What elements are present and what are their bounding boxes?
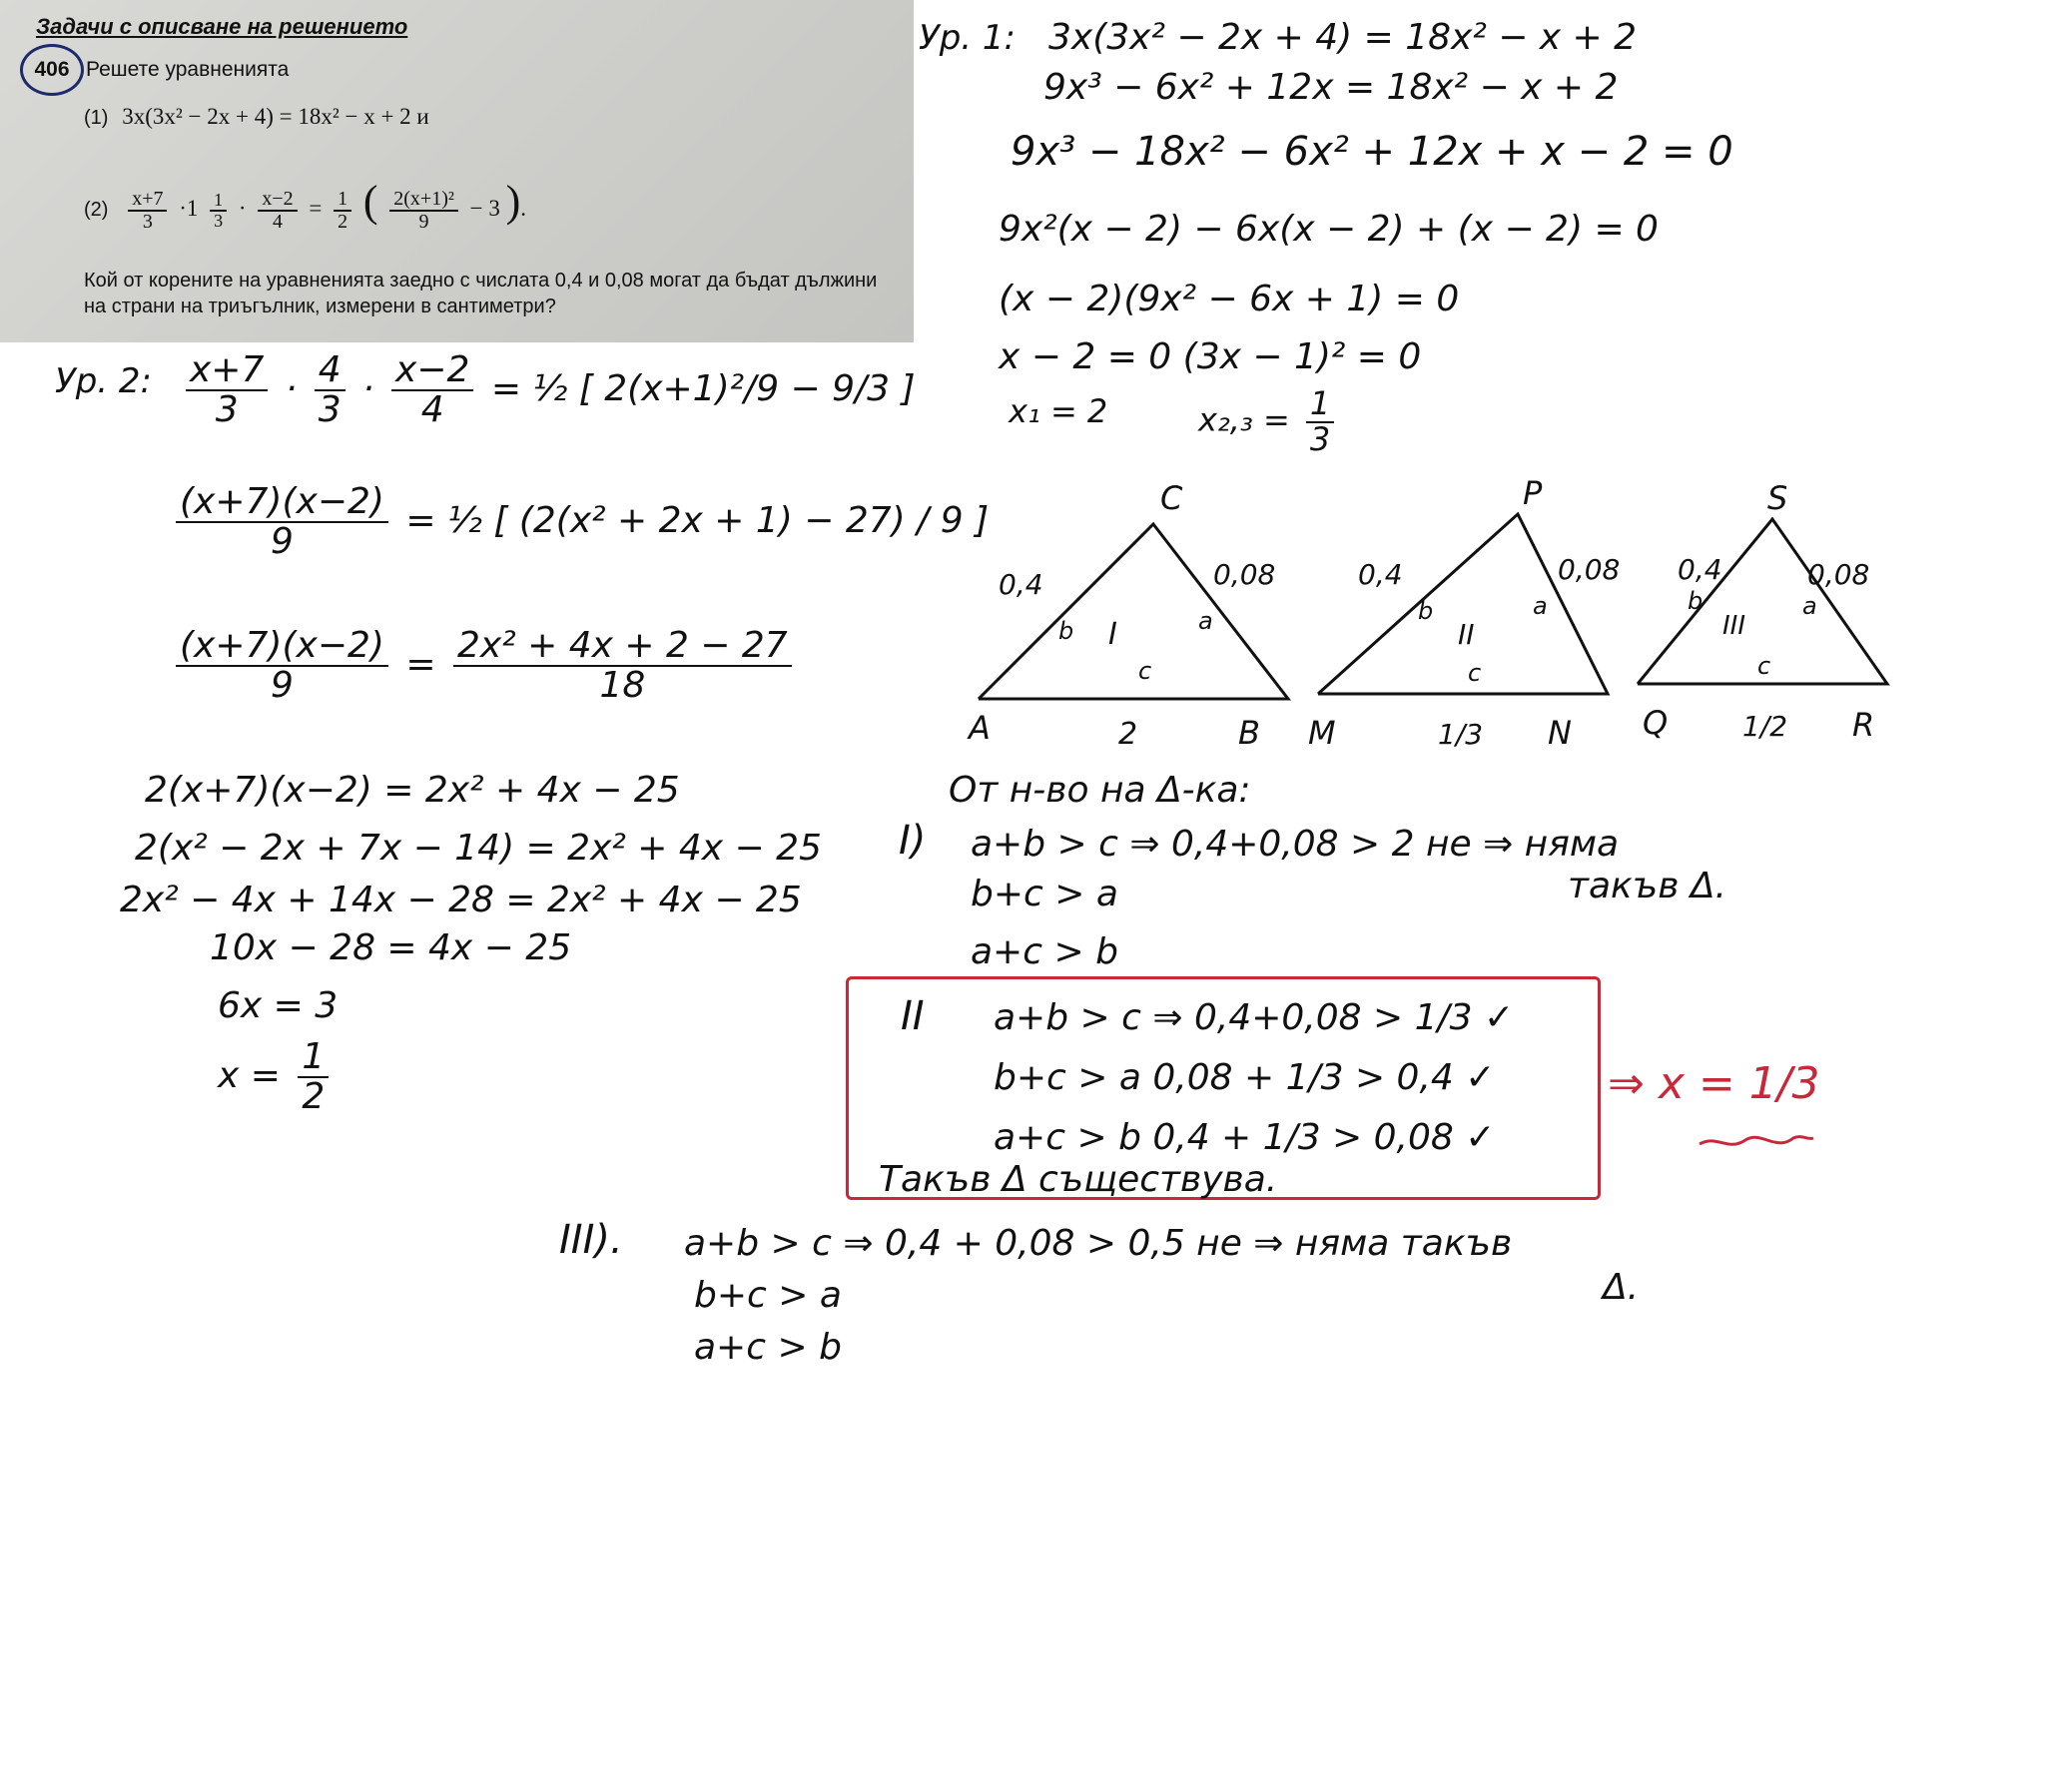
eq2-fraction-half: $\frac{1}{2}$ — [334, 189, 351, 233]
textbook-heading: Задачи с описване на решението — [36, 14, 408, 39]
case1-line-2: b+c > a — [971, 874, 1118, 914]
triangle-1-side-left: 0,4 — [999, 568, 1043, 601]
eq2-label: (2) — [84, 199, 109, 221]
textbook-question: Кой от корените на уравненията заедно с числата 0,4 и 0,08 могат да бъдат дължини на страни на триъгълник, измерени в сантиметри? — [84, 270, 878, 317]
triangle-3-roman: III — [1722, 611, 1746, 641]
eq2-fraction-c: $\frac{x-2}{4}$ — [258, 189, 297, 233]
eq2-line-3: $\frac{(x+7)(x-2)}{9}$ = $\frac{\text{2x² + 4x + 2 − 27}}{18}$ — [170, 627, 798, 705]
case1-label: I) — [899, 818, 927, 864]
eq2-line-8: 6x = 3 — [218, 985, 339, 1026]
triangle-2 — [1308, 469, 1638, 769]
case1-line-1-cont: такъв Δ. — [1568, 866, 1726, 906]
eq1-line-3: 9x³ − 18x² − 6x² + 12x + x − 2 = 0 — [1011, 129, 1733, 175]
eq1-solution-label: Ур. 1: — [919, 18, 1017, 58]
eq2-line-7: 10x − 28 = 4x − 25 — [210, 927, 572, 968]
triangle-2-right-vertex: N — [1548, 714, 1572, 752]
case2-line-1: a+b > c ⇒ 0,4+0,08 > 1/3 ✓ — [994, 997, 1515, 1038]
problem-number-circled: 406 — [20, 44, 84, 96]
analysis-intro: От н-во на Δ-ка: — [949, 770, 1251, 811]
eq1-line-4: 9x²(x − 2) − 6x(x − 2) + (x − 2) = 0 — [999, 209, 1659, 250]
case3-line-1: a+b > c ⇒ 0,4 + 0,08 > 0,5 не ⇒ няма такъв — [684, 1223, 1513, 1264]
eq2-line-2: $\frac{(x+7)(x-2)}{9}$ = ½ [ (2(x² + 2x + 1) − 27) / 9 ] — [170, 483, 989, 561]
triangle-1 — [969, 469, 1298, 769]
triangle-3-base: 1/2 — [1742, 710, 1788, 743]
eq2-mixed-whole: ·1 — [179, 196, 199, 221]
triangle-2-side-left: 0,4 — [1358, 558, 1403, 591]
triangle-1-left-vertex: A — [969, 709, 991, 747]
triangle-1-side-right: 0,08 — [1213, 558, 1276, 591]
case2-line-3: a+c > b 0,4 + 1/3 > 0,08 ✓ — [994, 1117, 1496, 1158]
eq1-line-5: (x − 2)(9x² − 6x + 1) = 0 — [999, 279, 1460, 319]
case2-label: II — [901, 993, 925, 1039]
triangle-2-roman: II — [1458, 618, 1475, 651]
case2-conclusion: Такъв Δ съществува. — [879, 1159, 1278, 1200]
eq2-fraction-inner: $\frac{\text{2(x+1)²}}{9}$ — [389, 189, 458, 233]
eq2-tail: − 3 — [469, 196, 500, 221]
triangle-3-side-left: 0,4 — [1678, 553, 1722, 586]
eq1-label: (1) — [84, 107, 109, 129]
triangle-2-a: a — [1533, 592, 1548, 620]
triangle-3-side-right: 0,08 — [1807, 558, 1870, 591]
case1-line-3: a+c > b — [971, 931, 1118, 972]
triangle-2-apex: P — [1523, 474, 1543, 512]
eq1-roots-23: x₂,₃ = $\frac{1}{3}$ — [1198, 387, 1340, 456]
eq1-line-1: 3x(3x² − 2x + 4) = 18x² − x + 2 — [1048, 17, 1638, 58]
triangle-1-right-vertex: B — [1238, 714, 1260, 752]
triangle-1-base: 2 — [1118, 717, 1138, 752]
eq2-fraction-b: $\frac{1}{3}$ — [210, 191, 227, 231]
triangle-2-side-right: 0,08 — [1558, 553, 1621, 586]
eq1-line-2: 9x³ − 6x² + 12x = 18x² − x + 2 — [1043, 67, 1619, 108]
triangle-1-apex: C — [1160, 479, 1183, 517]
triangle-3-b: b — [1688, 587, 1704, 615]
triangle-2-c: c — [1468, 659, 1482, 687]
textbook-equation-1 — [84, 104, 429, 130]
eq2-root: x = $\frac{1}{2}$ — [218, 1038, 335, 1116]
case3-label: III). — [559, 1217, 623, 1263]
triangle-3 — [1633, 474, 1902, 774]
eq2-solution-label: Ур. 2: — [55, 361, 153, 401]
triangle-1-a: a — [1198, 607, 1213, 635]
textbook-photo — [0, 0, 914, 342]
problem-instruction: Решете уравненията — [86, 58, 290, 81]
triangle-2-left-vertex: M — [1308, 714, 1336, 752]
answer-red: ⇒ x = 1/3 — [1608, 1058, 1820, 1109]
triangle-3-left-vertex: Q — [1643, 704, 1669, 742]
eq2-fraction-a: $\frac{x+7}{3}$ — [128, 189, 167, 233]
case3-line-3: a+c > b — [694, 1327, 842, 1368]
triangle-3-right-vertex: R — [1852, 706, 1875, 744]
triangle-2-b: b — [1418, 597, 1434, 625]
triangle-1-roman: I — [1108, 617, 1117, 652]
triangle-1-b: b — [1058, 617, 1074, 645]
triangle-2-base: 1/3 — [1438, 718, 1484, 751]
triangle-3-a: a — [1802, 592, 1817, 620]
textbook-equation-2: (2) $\frac{x+7}{3}$ ·1 $\frac{1}{3}$ · $\frac{x-2}{4}$ = $\frac{1}{2}$ ( $\frac{\text{2(x+1)²}}{9}$ − 3 ). — [84, 177, 526, 233]
eq2-line-4: 2(x+7)(x−2) = 2x² + 4x − 25 — [145, 770, 680, 811]
case3-line-1-cont: Δ. — [1603, 1267, 1640, 1308]
eq1-line-6: x − 2 = 0 (3x − 1)² = 0 — [999, 336, 1422, 377]
triangle-1-c: c — [1138, 657, 1152, 685]
case3-line-2: b+c > a — [694, 1275, 842, 1316]
case2-line-2: b+c > a 0,08 + 1/3 > 0,4 ✓ — [994, 1057, 1496, 1098]
case1-line-1: a+b > c ⇒ 0,4+0,08 > 2 не ⇒ няма — [971, 824, 1620, 865]
answer-underline — [1698, 1126, 1817, 1156]
eq1-text: 3x(3x² − 2x + 4) = 18x² − x + 2 и — [122, 104, 429, 129]
eq1-root-1: x₁ = 2 — [1009, 392, 1108, 430]
eq2-line-6: 2x² − 4x + 14x − 28 = 2x² + 4x − 25 — [120, 880, 802, 920]
triangle-3-apex: S — [1767, 479, 1788, 517]
triangle-3-c: c — [1757, 652, 1771, 680]
eq2-line-1: $\frac{x+7}{3}$ · $\frac{4}{3}$ · $\frac{x-2}{4}$ = ½ [ 2(x+1)²/9 − 9/3 ] — [180, 351, 916, 429]
eq2-line-5: 2(x² − 2x + 7x − 14) = 2x² + 4x − 25 — [135, 828, 822, 869]
